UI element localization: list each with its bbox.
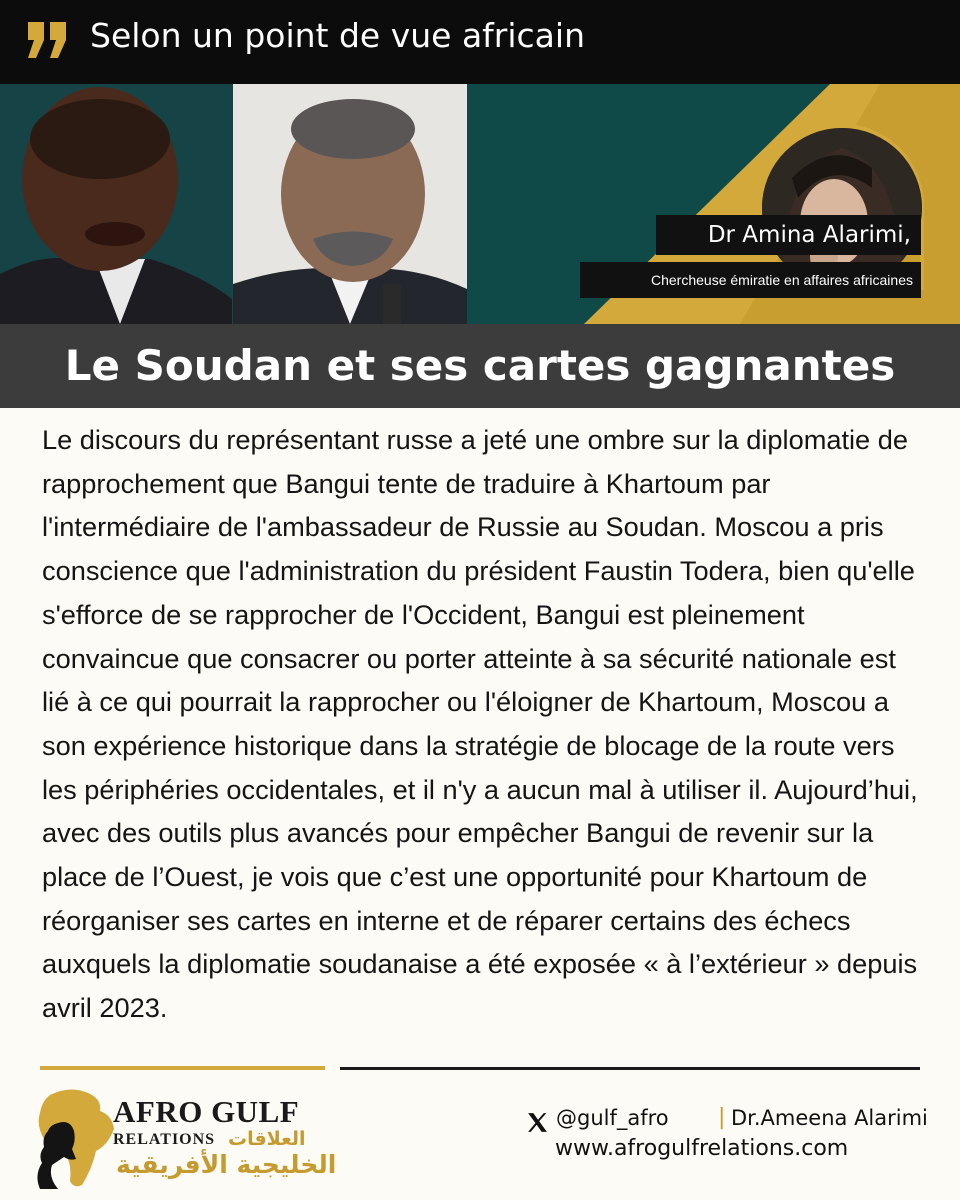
portrait-photo-left	[0, 84, 232, 324]
footer-divider	[340, 1067, 920, 1070]
footer-author-name: Dr.Ameena Alarimi	[731, 1106, 928, 1130]
brand-arabic-line1: العلاقات	[228, 1128, 306, 1150]
brand-arabic-line2: الخليجية الأفريقية	[116, 1150, 337, 1179]
header-title: Selon un point de vue africain	[90, 16, 585, 55]
headline: Le Soudan et ses cartes gagnantes	[64, 341, 896, 390]
author-role: Chercheuse émiratie en affaires africaines	[580, 262, 921, 298]
social-separator: |	[718, 1105, 726, 1130]
portrait-photo-right	[233, 84, 467, 324]
brand-name-line2: RELATIONS	[113, 1131, 216, 1148]
author-name: Dr Amina Alarimi,	[656, 215, 921, 255]
headline-bar	[0, 324, 960, 408]
footer-divider-gold	[40, 1066, 325, 1070]
social-handle-link[interactable]: @gulf_afro	[556, 1106, 669, 1130]
website-link[interactable]: www.afrogulfrelations.com	[555, 1136, 849, 1161]
africa-map-logo-icon	[30, 1085, 120, 1191]
brand-name-line1: AFRO GULF	[113, 1094, 300, 1129]
quote-icon	[26, 20, 70, 60]
x-logo-icon[interactable]	[525, 1110, 550, 1135]
article-body: Le discours du représentant russe a jeté une ombre sur la diplomatie de rapprochement que Bangui tente de traduire à Khartoum par l'intermédiaire de l'ambassadeur de Russie au Soudan. Moscou a pris conscience que l'administration du président Faustin Todera, bien qu'elle s'efforce de se rapprocher de l'Occident, Bangui est pleinement convaincue que consacrer ou porter atteinte à sa sécurité nationale est lié à ce qui pourrait la rapprocher ou l'éloigner de Khartoum, Moscou a son expérience historique dans la stratégie de blocage de la route vers les périphéries occidentales, et il n'y a aucun mal à utiliser il. Aujourd’hui, avec des outils plus avancés pour empêcher Bangui de revenir sur la place de l’Ouest, je vois que c’est une opportunité pour Khartoum de réorganiser ses cartes en interne et de réparer certains des échecs auxquels la diplomatie soudanaise a été exposée « à l’extérieur » depuis avril 2023.	[42, 424, 918, 1024]
top-bar	[0, 0, 960, 84]
